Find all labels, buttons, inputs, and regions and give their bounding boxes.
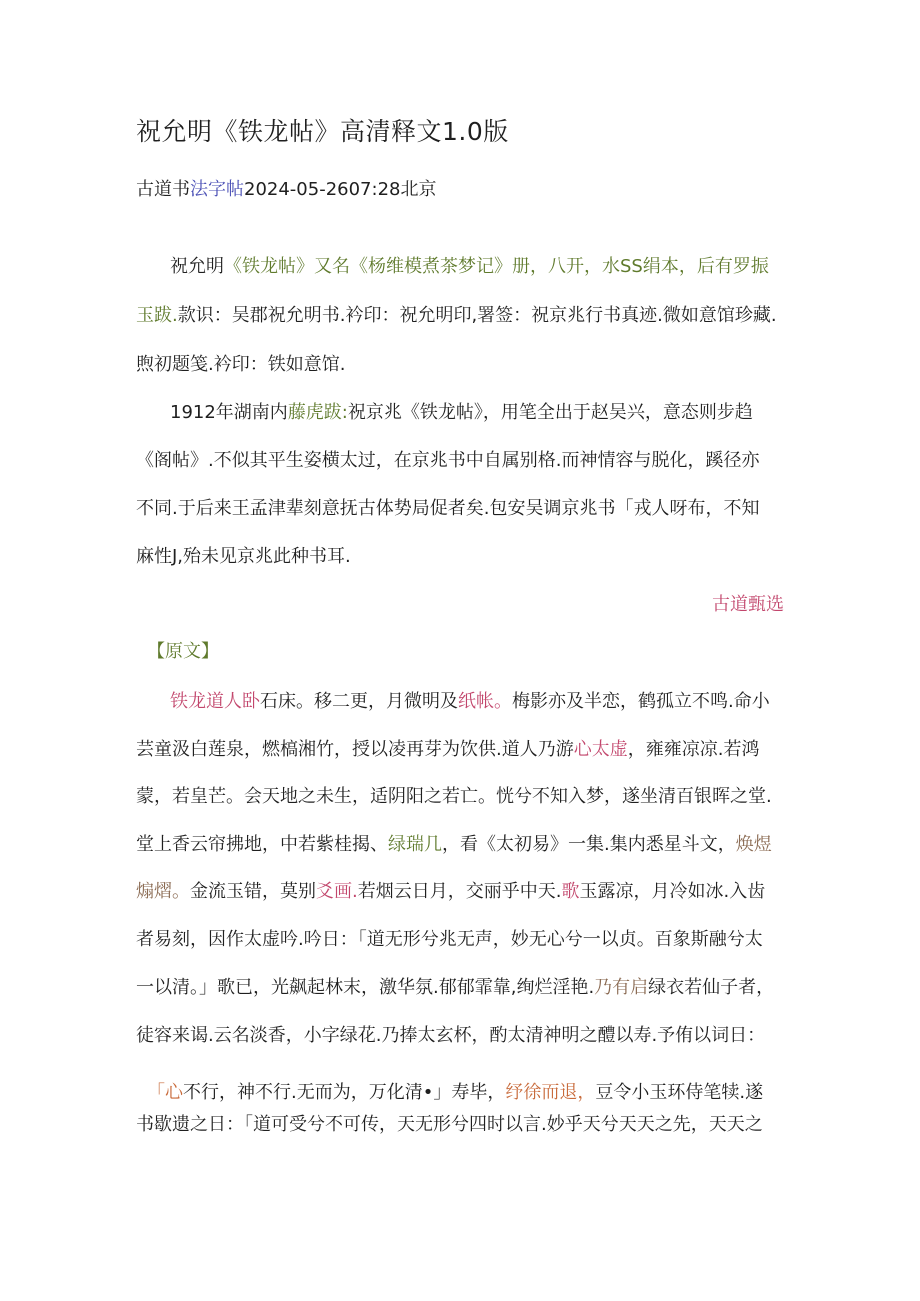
postscript-line: 不同.于后来王孟津辈刻意抚古体势局促者矣.包安吴调京兆书「戎人呀布，不知: [136, 498, 760, 519]
source-label: 古道甄选: [712, 594, 784, 615]
intro-line: 煦初题笺.衿印：铁如意馆.: [136, 354, 346, 375]
postscript-line: 《阁帖》.不似其平生姿横太过，在京兆书中自属别格.而神情容与脱化，蹊径亦: [136, 450, 760, 471]
text-line: 徒容来谒.云名淡香，小字绿花.乃捧太玄杯，酌太清神明之醴以寿.予侑以词日：: [136, 1025, 766, 1046]
text-line: 者易刻，因作太虚吟.吟日：「道无形兮兆无声，妙无心兮一以贞。百象斯融兮太: [136, 929, 763, 950]
text-line: 书歇遗之日：「道可受兮不可传，天无形兮四时以言.妙乎天兮天天之先，天天之: [136, 1114, 763, 1135]
intro-line: 祝允明《铁龙帖》又名《杨维模煮茶梦记》册，八开，水SS绢本，后有罗振: [170, 256, 769, 277]
postscript-line: 1912年湖南内藤虎跋:祝京兆《铁龙帖》，用笔全出于赵吴兴，意态则步趋: [170, 402, 753, 423]
article-meta: [136, 175, 436, 201]
page-title: 祝允明《铁龙帖》高清释文1.0版: [136, 117, 509, 146]
section-heading: 【原文】: [147, 641, 219, 662]
publish-datetime: 2024-05-2607:28: [244, 179, 401, 200]
text-line: 蒙，若皇芒。会天地之未生，适阴阳之若亡。恍兮不知入梦，遂坐清百银晖之堂.: [136, 786, 772, 807]
text-line: 「心不行，神不行.无而为，万化清•」寿毕，纾徐而退，豆令小玉环侍笔犊.遂: [147, 1082, 764, 1103]
author-name: 古道书: [136, 179, 190, 200]
publish-location: 北京: [400, 179, 437, 200]
text-line: 煽熠。金流玉错，莫别爻画.若烟云日月，交丽乎中天.歌玉露凉，月冷如冰.入齿: [136, 881, 766, 902]
postscript-line: 麻性J,殆未见京兆此种书耳.: [136, 546, 351, 567]
text-line: 铁龙道人卧石床。移二更，月微明及纸帐。梅影亦及半恋，鹤孤立不鸣.命小: [170, 691, 770, 712]
text-line: 一以清。」歌已，光飙起林末，激华氛.郁郁霏靠,绚烂淫艳.乃有启绿衣若仙子者，: [136, 977, 775, 998]
channel-link[interactable]: 法字帖: [190, 179, 244, 200]
text-line: 芸童汲白莲泉，燃槁湘竹，授以凌再芽为饮供.道人乃游心太虚，雍雍凉凉.若鸿: [136, 739, 760, 760]
intro-line: 玉跋.款识：吴郡祝允明书.衿印：祝允明印,署签：祝京兆行书真迹.微如意馆珍藏.: [136, 305, 777, 326]
text-line: 堂上香云帘拂地，中若紫桂揭、绿瑞几，看《太初易》一集.集内悉星斗文，焕煜: [136, 834, 772, 855]
